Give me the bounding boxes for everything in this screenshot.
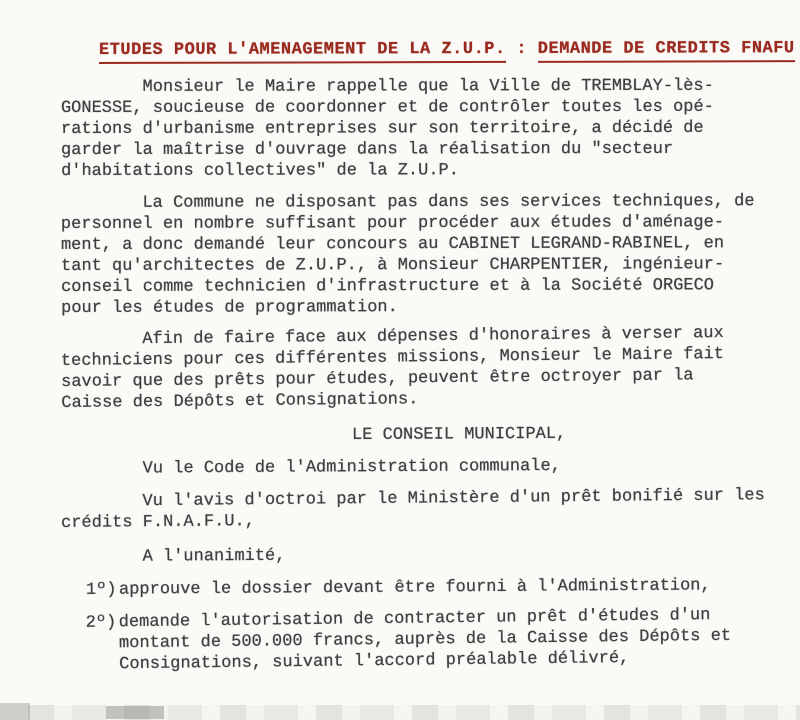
resolution-number-1: 1º)	[85, 580, 117, 600]
scan-artifact-corner	[0, 703, 30, 720]
title-subject: DEMANDE DE CREDITS FNAFU	[538, 39, 795, 63]
scan-artifact-strip	[28, 705, 800, 720]
resolution-item-1	[61, 575, 800, 601]
paragraph-preamble-2: La Commune ne disposant pas dans ses services techniques, de personnel en nombre suffisant pour procéder aux études d'aménage- ment, a donc demandé leur concours au CABINET LEGRAND-RABINEL, en tant qu'architectes de Z.U.P., à Monsieur CHARPENTIER, ingénieur- conseil comme technicien d'infrastructure et à la Société ORGECO pour les études de programmation.	[60, 192, 755, 318]
paragraph-preamble-3: Afin de faire face aux dépenses d'honoraires à verser aux techniciens pour ces différentes missions, Monsieur le Maire fait savoir que des prêts pour études, peuvent être octroyer par la Caisse des Dépôts et Consignations.	[60, 324, 725, 413]
resolution-item-2	[61, 604, 800, 676]
council-heading: LE CONSEIL MUNICIPAL,	[351, 424, 567, 445]
title-main: ETUDES POUR L'AMENAGEMENT DE LA Z.U.P.	[99, 40, 506, 64]
title-separator: :	[505, 39, 538, 59]
recital-fnafu-credits: Vu l'avis d'octroi par le Ministère d'un prêt bonifié sur les crédits F.N.A.F.U.,	[60, 486, 765, 533]
resolution-text-1: approuve le dossier devant être fourni à l'Administration,	[118, 576, 711, 600]
resolution-text-2: demande l'autorisation de contracter un prêt d'études d'un montant de 500.000 francs, auprès de la Caisse des Dépôts et Consignations, suivant l'accord préalable délivré,	[118, 606, 732, 675]
document-title	[99, 38, 800, 61]
scan-artifact-dark-block	[106, 706, 164, 719]
paragraph-preamble-1: Monsieur le Maire rappelle que la Ville de TREMBLAY-lès- GONESSE, soucieuse de coordonner et de contrôler toutes les opé- rations d'urbanisme entreprises sur son territoire, a décidé de garder la maîtrise d'ouvrage dans la réalisation du "secteur d'habitations collectives" de la Z.U.P.	[60, 76, 714, 181]
resolution-number-2: 2º)	[85, 613, 117, 633]
recital-code-administration: Vu le Code de l'Administration communale,	[60, 456, 561, 479]
recital-unanimity: A l'unanimité,	[60, 546, 286, 567]
